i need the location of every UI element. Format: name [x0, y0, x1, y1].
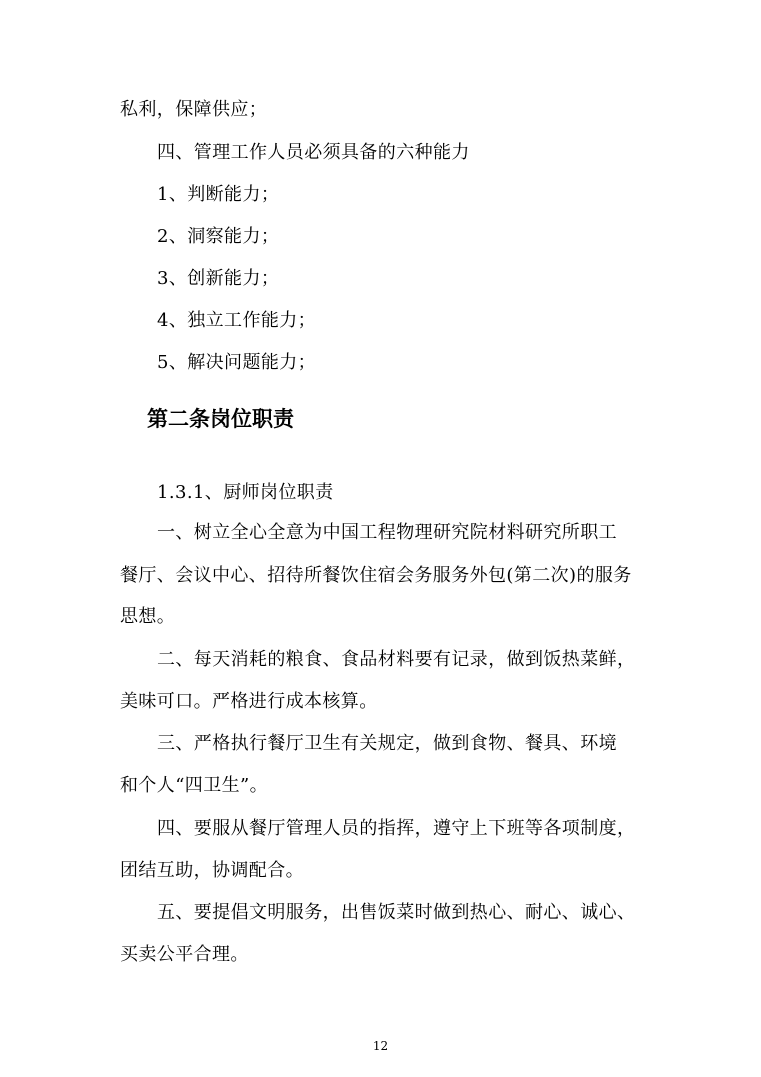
list-heading-six-abilities: 四、管理工作人员必须具备的六种能力 — [157, 142, 470, 163]
section-heading: 第二条岗位职责 — [147, 407, 294, 431]
paragraph-2-line-1: 二、每天消耗的粮食、食品材料要有记录，做到饭热菜鲜， — [157, 649, 636, 670]
paragraph-5-line-1: 五、要提倡文明服务，出售饭菜时做到热心、耐心、诚心、 — [157, 902, 636, 923]
paragraph-2-line-2: 美味可口。严格进行成本核算。 — [120, 691, 378, 712]
subsection-title: 1.3.1、厨师岗位职责 — [157, 482, 334, 503]
list-item-judgment: 1、判断能力； — [157, 184, 280, 205]
list-item-innovation: 3、创新能力； — [157, 268, 280, 289]
paragraph-5-line-2: 买卖公平合理。 — [120, 944, 249, 965]
list-item-problem-solving: 5、解决问题能力； — [157, 352, 317, 373]
paragraph-1-line-2: 餐厅、会议中心、招待所餐饮住宿会务服务外包(第二次)的服务 — [120, 565, 632, 586]
paragraph-4-line-2: 团结互助，协调配合。 — [120, 860, 304, 881]
paragraph-3-line-2: 和个人“四卫生”。 — [120, 775, 269, 796]
paragraph-4-line-1: 四、要服从餐厅管理人员的指挥，遵守上下班等各项制度， — [157, 818, 636, 839]
text-line-continuation: 私利，保障供应； — [120, 99, 268, 120]
paragraph-1-line-1: 一、树立全心全意为中国工程物理研究院材料研究所职工 — [157, 522, 617, 543]
page-number: 12 — [372, 1039, 389, 1053]
paragraph-3-line-1: 三、严格执行餐厅卫生有关规定，做到食物、餐具、环境 — [157, 733, 617, 754]
paragraph-1-line-3: 思想。 — [120, 606, 176, 627]
list-item-independent-work: 4、独立工作能力； — [157, 310, 317, 331]
list-item-insight: 2、洞察能力； — [157, 226, 280, 247]
